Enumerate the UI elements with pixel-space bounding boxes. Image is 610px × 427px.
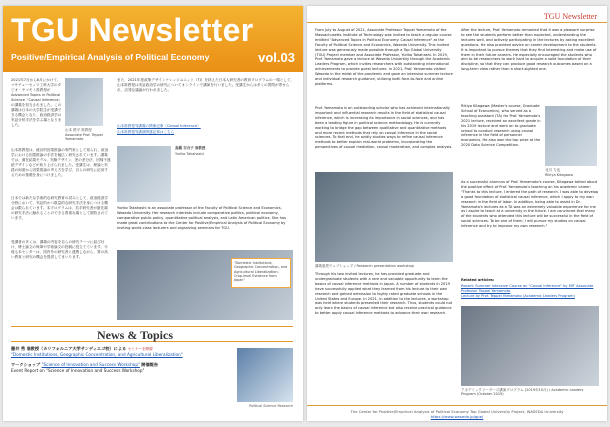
lower-text2-jp: 受講者の多くは、講義の内容を自らの研究テーマに結び付け、博士論文の執筆や学術論文の投稿に役立てています。今後も本センターは、国内外の研究者と連携しながら、質の高い教育と研究の機会を提供してまいります。 xyxy=(11,240,108,259)
lower-text-jp: 日本では新たな学術的な研究教育の試みとして、政治経済学分野において、実証的かつ数量的な研究手法を身につける機会は限られています。本プログラムは、若手研究者が最先端の研究手法に触れることのできる貴重な場として期待されています。 xyxy=(11,196,109,220)
col2-paragraph-1: After the lecture, Prof. Yamamoto remarked that it was a pleasant surprise to see the students perform better than expected, understanding the lectures well, and actively participating in the lectures by asking excellent questions. He also provided advice on career development to the students. It is important to pursue themes that they find interesting and make use of them in their future careers. He especially encouraged the students who aim to be researchers to work hard to acquire a solid foundation of their discipline, so that they can produce good research outcomes based on a long-term view rather than a short-sighted one. xyxy=(461,28,597,72)
footer-link[interactable]: https://www.waseda.jp/gpe/ xyxy=(430,414,484,419)
newsletter-page-japanese xyxy=(3,6,303,421)
portrait-yamamoto-subcaption: Associate Prof. Teppei Yamamoto xyxy=(65,133,103,142)
col1-paragraph-1: From July to August of 2021, Associate Professor Teppei Yamamoto of the Massachusetts Institute of Technology was invited to teach a regular course entitled "Advanced Topics in Political Economy: Causal Inference" at the Faculty of Political Science and Economics, Waseda University. This invited lecture was generously made possible through a Top Global University (TGU) Project member and Associate Professor, Yuriko Takahashi. In 2019, Prof. Yamamoto gave a lecture at Waseda University through the Academic Leaders Program, which invites researchers with outstanding international achievements to provide guest lectures. In 2021, Prof. Yamamoto visited Waseda in the midst of the pandemic and gave an intensive summer lecture and individual research guidance, utilizing both face-to-face and online platforms. xyxy=(315,28,453,86)
mid-text-jp: 山本准教授は、統計的因果推論の専門家として知られ、政治学における因果推論の手法を幅広く研究されています。講義では、潜在結果モデル、実験デザイン、差の差分法、回帰不連続デザインなどが取り上げられました。受講生は、理論と実践の両面から因果推論の考え方を学び、自らの研究に応用するための基礎を身につけました。 xyxy=(11,148,111,177)
related-link-jp-1[interactable]: 山本准教授TJ講義の関係記事（Causal Inference） xyxy=(117,124,201,128)
page-footer xyxy=(307,405,607,421)
portrait-kitagawa-image xyxy=(545,106,597,166)
news-topics-title: News & Topics xyxy=(97,328,174,342)
footer-text: The Center for Positive/Empirical Analysis of Political Economy Top Global University Project, WASEDA University xyxy=(350,409,564,414)
related-link-jp-2[interactable]: 山本准教授TJ講演関連記事はこちら xyxy=(117,130,175,134)
intro-text-jp: 2021年7月から8月にかけて、マサチューセッツ工科大学のタピオ・ヤマモト准教授がAdvanced Topics in Political Science「Causal Inference」の講義を担当されました。この講義は日本の大学院生が受講できる機会となり、政治経済学の実証分析手法を学ぶ場となりました。 xyxy=(11,78,63,127)
col1-paragraph-3: Through his two invited lectures, he has provided graduate and undergraduate students with a rare and valuable opportunity to learn the basics of causal inference methods in Japan. A number of students in 2019 have successfully applied what they learned from his lecture to their own research and gained admission to highly rated graduate schools in the United States and Europe. In 2021, in addition to the lectures, a workshop was held where students presented their research. Thus, students could not only learn the basics of causal inference but also receive practical guidance to better apply causal inference methods to advance their own research. xyxy=(315,272,453,316)
news-item-2-link[interactable]: "Science of Innovation and Success Workshop" xyxy=(41,362,140,367)
research-workshop-photo xyxy=(315,172,453,262)
portrait-yamamoto-caption: 山本 鉄平 准教授 xyxy=(65,128,92,132)
news-item-2-label: ワークショップ xyxy=(11,362,41,367)
newsletter-subtitle: Positive/Empirical Analysis of Political Economy xyxy=(11,52,210,62)
newsletter-page-english xyxy=(307,6,607,421)
news-list xyxy=(11,346,211,374)
col2-paragraph-3: As a successful alumnus of Prof. Yamamoto's course, Kitagawa talked about the positive effect of Prof. Yamamoto's teaching on his academic career: "Thanks to this lecture, I entered the path of research. I was able to develop a good foundation of statistical causal inference, which I apply to my own research in the field of labor. In addition, being able to assist in Dr. Yamamoto's lectures as a TA was an extremely valuable experience for me as I aspire to teach at a university in the future. I am convinced that many of the students who attended this lecture will be successful in the field of social sciences. To be one of them, I will pursue my studies on causal inference and try to improve my own research." xyxy=(461,180,599,229)
header-divider xyxy=(307,22,607,23)
news-item-1-title: "Domestic Institutions, Geographic Concentration, and Agricultural Liberalization" xyxy=(11,352,183,357)
portrait-kitagawa-caption: 北川 力也 xyxy=(545,168,561,172)
portrait-takahashi-image xyxy=(117,146,171,202)
news-item-2-tail: 開催報告 xyxy=(141,362,159,367)
right-text-jp: また、2021年度政策デザインナレッジユニット（TJ）を終えた日本人研究者の教育プログラムの一環として、山本准教授は実証政治学の研究についてオンラインで講演を行いました。受講生からは多くの質問が寄せられ、活発な議論が行われました。 xyxy=(117,78,295,92)
portrait-yamamoto-image xyxy=(65,78,103,126)
news-item-1-label: 藤井 秀 准教授（カリフォルニア大学サンディエゴ校）による xyxy=(11,346,127,351)
portrait-takahashi-caption: 高橋 百合子 准教授 xyxy=(175,146,206,150)
portrait-kitagawa-subcaption: Rikiya Kitagawa xyxy=(545,173,573,177)
news-topics-header xyxy=(11,326,293,342)
col1-paragraph-2: Prof. Yamamoto is an outstanding scholar who has achieved internationally important and influential research results in the field of statistical causal inference, which is increasing its importance in social sciences, and has been a leading figure in political science methodology. He is currently working to bridge the gap between qualitative and quantitative methods and more recent methods that rely on causal inference in the social sciences. To that end, he avidly studies ways to refine causal inference methods to better explain real-world problems, incorporating the perspectives of causal mediation, causal moderation, and complex analysis. xyxy=(315,106,453,150)
takahashi-bio-en: Yuriko Takahashi is an associate professor of the Faculty of Political Science and Economics, Waseda University. Her research interests include comparative politics, political economy, comparative public policy, quantitative political analysis, and Latin American politics. She has made great contributions to the Center for Positive/Empirical Analysis of Political Economy by inviting world-class lecturers and organizing seminars for TGU. xyxy=(117,206,286,230)
book-cover-image xyxy=(237,348,293,402)
news-item-2-sub: Event Report on "Science of Innovation and Success Workshop" xyxy=(11,368,145,373)
related-article-link-2[interactable]: Lecture by Prof. Teppei Yamamoto (Academic Leaders Program) xyxy=(461,294,575,298)
seminar-quote-box: "Domestic Institutions, Geographic Concentration, and Agricultural Liberalization: Crop-level Evidence from Japan" xyxy=(231,258,291,288)
related-articles-heading: Related articles: xyxy=(461,278,495,282)
portrait-takahashi-name-en: Yuriko Takahashi xyxy=(175,152,204,156)
newsletter-title: TGU Newsletter xyxy=(11,12,254,48)
newsletter-banner xyxy=(3,6,303,72)
academic-leaders-photo xyxy=(461,306,599,386)
academic-leaders-caption: アカデミックリーダーズ講演プログラム (2019年10月) / Academic Leaders Program (October 2019) xyxy=(461,388,584,397)
research-workshop-caption: 講義風景ウェブショップ / Research presentation workshop xyxy=(315,264,414,268)
related-article-link-1[interactable]: Report: Summer Intensive Course on "Causal Inference" by MIT Associate Professor Teppei Yamamoto xyxy=(461,284,594,293)
page-header-title: TGU Newsletter xyxy=(543,12,597,21)
volume-label: vol.03 xyxy=(258,50,295,65)
col2-paragraph-2: Rikiya Kitagawa (Master's course, Graduate School of Economics), who served as a teaching assistant (TA) for Prof. Yamamoto's 2021 lecture, received an excellent grade in his 2019 lecture and went on to graduate school to conduct research using causal inference in the field of personnel economics. He also won the top prize at the 2020 Data Science Competition. xyxy=(461,104,541,148)
news-item-1-link[interactable]: セミナーを開催 xyxy=(127,347,153,351)
book-caption: Political Science Research xyxy=(249,404,293,408)
